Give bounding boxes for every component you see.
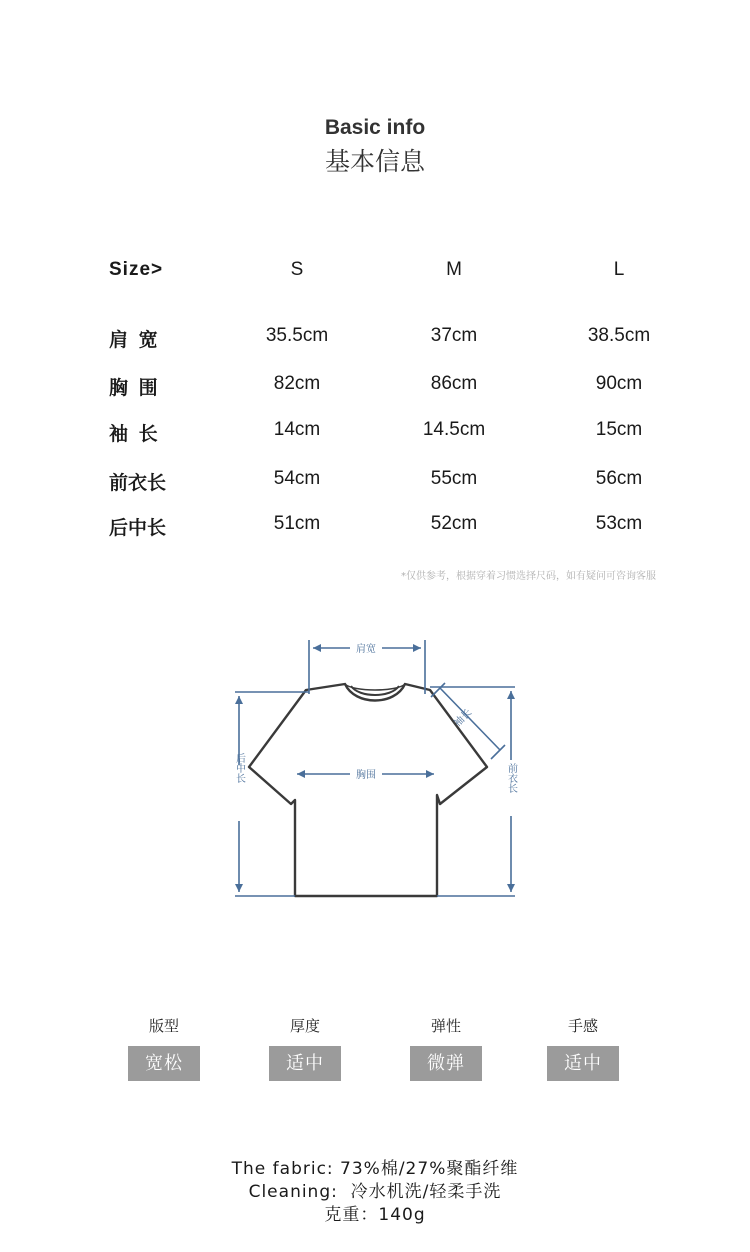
table-cell: 90cm xyxy=(595,373,643,394)
row-label-shoulder: 肩 宽 xyxy=(109,329,160,351)
row-label-front-length: 前衣长 xyxy=(109,472,167,494)
table-cell: 86cm xyxy=(430,373,478,394)
size-note: *仅供参考，根据穿着习惯选择尺码，如有疑问可咨询客服 xyxy=(401,571,656,582)
attribute-label: 弹性 xyxy=(430,1017,461,1035)
fabric-weight: 克重：140g xyxy=(324,1205,426,1225)
table-cell: 37cm xyxy=(430,325,478,346)
sleeve-dim-label: 袖长 xyxy=(452,707,475,730)
table-cell: 52cm xyxy=(430,513,478,534)
table-cell: 14.5cm xyxy=(422,419,486,440)
table-cell: 82cm xyxy=(273,373,321,394)
row-label-chest: 胸 围 xyxy=(109,377,160,399)
cleaning-instructions: Cleaning: 冷水机洗/轻柔手洗 xyxy=(248,1182,502,1202)
chest-dim-label: 胸围 xyxy=(356,770,376,781)
attribute-value-badge: 微弹 xyxy=(410,1046,482,1081)
attribute-value-badge: 适中 xyxy=(547,1046,619,1081)
table-cell: 51cm xyxy=(273,513,321,534)
attribute-thickness xyxy=(260,1015,350,1081)
section-title-cn: 基本信息 xyxy=(324,147,425,176)
table-cell: 53cm xyxy=(595,513,643,534)
attribute-fit xyxy=(119,1015,209,1081)
attribute-feel xyxy=(538,1015,628,1081)
attribute-value-badge: 宽松 xyxy=(128,1046,200,1081)
size-header-label: Size> xyxy=(109,259,164,280)
size-header-s: S xyxy=(290,259,304,280)
tshirt-outline xyxy=(249,684,487,896)
attribute-elasticity xyxy=(401,1015,491,1081)
attribute-value-badge: 适中 xyxy=(269,1046,341,1081)
table-cell: 38.5cm xyxy=(587,325,651,346)
attribute-label: 厚度 xyxy=(289,1017,320,1035)
table-cell: 56cm xyxy=(595,468,643,489)
section-title-en: Basic info xyxy=(324,116,426,139)
row-label-back-length: 后中长 xyxy=(109,517,167,539)
tshirt-measurement-diagram xyxy=(225,630,525,905)
table-cell: 55cm xyxy=(430,468,478,489)
fabric-info xyxy=(0,1158,750,1227)
table-cell: 14cm xyxy=(273,419,321,440)
size-header-l: L xyxy=(613,259,625,280)
attribute-label: 手感 xyxy=(567,1017,598,1035)
size-header-m: M xyxy=(446,259,462,280)
table-cell: 35.5cm xyxy=(265,325,329,346)
table-cell: 15cm xyxy=(595,419,643,440)
attribute-label: 版型 xyxy=(148,1017,179,1035)
table-cell: 54cm xyxy=(273,468,321,489)
front-length-dim-label: 前衣长 xyxy=(505,763,517,793)
row-label-sleeve: 袖 长 xyxy=(109,423,160,445)
shoulder-dim-label: 肩宽 xyxy=(356,644,376,655)
back-length-dim-label: 后中长 xyxy=(233,753,245,783)
fabric-composition: The fabric: 73%棉/27%聚酯纤维 xyxy=(231,1159,519,1179)
